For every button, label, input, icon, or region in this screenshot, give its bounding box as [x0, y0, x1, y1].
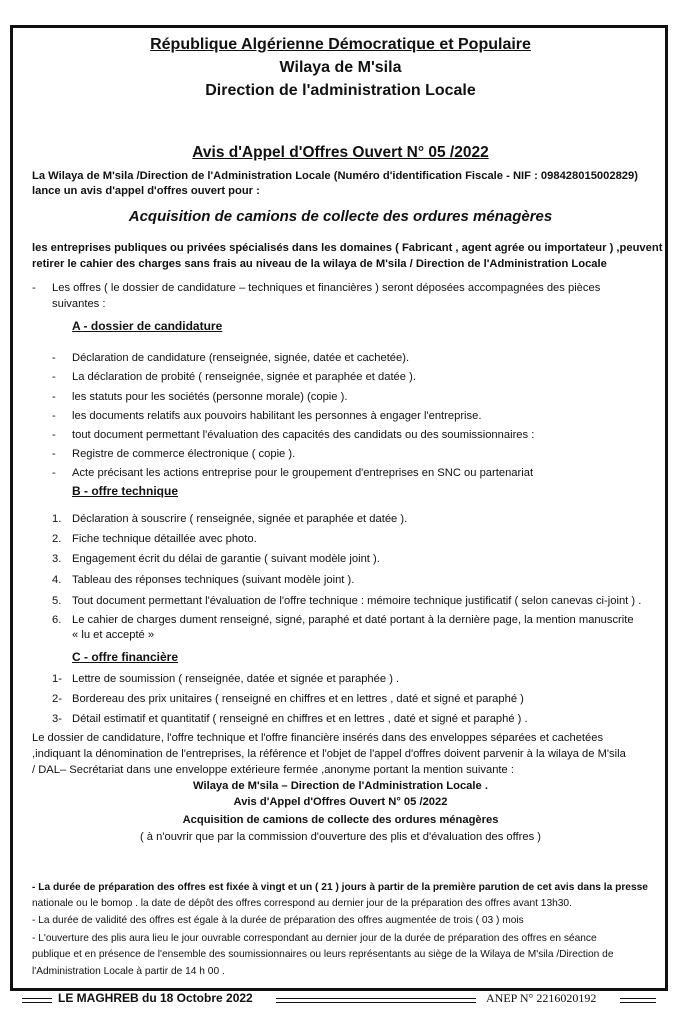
- section-a-item: les statuts pour les sociétés (personne morale) (copie ).: [72, 391, 348, 403]
- section-a-item: La déclaration de probité ( renseignée, signée et paraphée et datée ).: [72, 371, 416, 383]
- footer-anep: ANEP N° 2216020192: [486, 991, 597, 1005]
- note-3-line-3: l'Administration Locale à partir de 14 h 00 .: [32, 966, 225, 977]
- note-3-line-2: publique et en présence de l'ensemble des soumissionnaires ou leurs représentants au siège de la Wilaya de M'sila /Direction de: [32, 949, 614, 960]
- section-c-item-number: 2-: [52, 693, 62, 705]
- section-a-bullet: -: [52, 448, 56, 460]
- section-c-item-number: 3-: [52, 713, 62, 725]
- offers-bullet: -: [32, 282, 36, 294]
- intro-line-1: La Wilaya de M'sila /Direction de l'Administration Locale (Numéro d'identification Fiscale - NIF : 098428015002829): [32, 170, 638, 182]
- envelope-line-4: ( à n'ouvrir que par la commission d'ouverture des plis et d'évaluation des offres ): [139, 831, 542, 843]
- section-c-item: Bordereau des prix unitaires ( renseigné en chiffres et en lettres , daté et signé et paraphé ): [72, 693, 524, 705]
- note-3-line-1: - L'ouverture des plis aura lieu le jour ouvrable correspondant au dernier jour de la durée de préparation des offres en séance: [32, 933, 597, 944]
- section-a-bullet: -: [52, 467, 56, 479]
- section-b-item6-continuation: « lu et accepté »: [72, 629, 155, 641]
- avis-title: Avis d'Appel d'Offres Ouvert N° 05 /2022: [192, 144, 489, 161]
- offers-line-1: Les offres ( le dossier de candidature – techniques et financières ) seront déposées accompagnées des pièces: [52, 282, 601, 294]
- section-a-item: Déclaration de candidature (renseignée, signée, datée et cachetée).: [72, 352, 410, 364]
- section-a-item: Registre de commerce électronique ( copie ).: [72, 448, 296, 460]
- note-1-line-2: nationale ou le bomop . la date de dépôt des offres correspond au dernier jour de la préparation des offres avant 13h30.: [32, 898, 572, 909]
- section-a-item: tout document permettant l'évaluation des capacités des candidats ou des soumissionnaires :: [72, 429, 535, 441]
- section-b-item-number: 6.: [52, 614, 62, 626]
- section-a-item: les documents relatifs aux pouvoirs habilitant les personnes à engager l'entreprise.: [72, 410, 482, 422]
- section-b-item: Déclaration à souscrire ( renseignée, signée et paraphée et datée ).: [72, 513, 408, 525]
- section-c-title: C - offre financière: [72, 650, 179, 664]
- direction-heading: Direction de l'administration Locale: [205, 82, 476, 99]
- eligibility-line-2: retirer le cahier des charges sans frais au niveau de la wilaya de M'sila / Direction de l'Administration Locale: [32, 258, 607, 270]
- section-b-title: B - offre technique: [72, 484, 179, 498]
- section-b-item: Fiche technique détaillée avec photo.: [72, 533, 257, 545]
- section-a-item: Acte précisant les actions entreprise pour le groupement d'entreprises en SNC ou partenariat: [72, 467, 534, 479]
- section-b-item: Engagement écrit du délai de garantie ( suivant modèle joint ).: [72, 553, 380, 565]
- section-c-item: Lettre de soumission ( renseignée, datée et signée et paraphée ) .: [72, 673, 400, 685]
- footer-rule-middle: [276, 998, 476, 1003]
- envelope-line-2: Avis d'Appel d'Offres Ouvert N° 05 /2022: [233, 796, 448, 808]
- note-2: - La durée de validité des offres est égale à la durée de préparation des offres augmentée de trois ( 03 ) mois: [32, 915, 524, 926]
- section-b-item-number: 1.: [52, 513, 62, 525]
- subject-title: Acquisition de camions de collecte des ordures ménagères: [128, 208, 553, 225]
- republic-heading: République Algérienne Démocratique et Populaire: [150, 36, 531, 53]
- section-a-bullet: -: [52, 410, 56, 422]
- wilaya-heading: Wilaya de M'sila: [279, 59, 402, 76]
- section-a-title: A - dossier de candidature: [72, 319, 223, 333]
- offers-line-2: suivantes :: [52, 298, 106, 310]
- eligibility-line-1: les entreprises publiques ou privées spécialisés dans les domaines ( Fabricant , agent agrée ou importateur ) ,peuvent: [32, 242, 663, 254]
- section-a-bullet: -: [52, 352, 56, 364]
- section-a-bullet: -: [52, 429, 56, 441]
- section-b-item: Tout document permettant l'évaluation de l'offre technique : mémoire technique justificatif ( selon canevas ci-joint ) .: [72, 595, 642, 607]
- intro-line-2: lance un avis d'appel d'offres ouvert pour :: [32, 185, 260, 197]
- section-a-bullet: -: [52, 391, 56, 403]
- envelope-line-3: Acquisition de camions de collecte des ordures ménagères: [182, 814, 499, 826]
- footer-newspaper: LE MAGHREB du 18 Octobre 2022: [58, 991, 253, 1005]
- section-b-item-number: 3.: [52, 553, 62, 565]
- section-b-item-number: 5.: [52, 595, 62, 607]
- section-b-item-number: 2.: [52, 533, 62, 545]
- note-1-line-1: - La durée de préparation des offres est fixée à vingt et un ( 21 ) jours à partir de la première parution de cet avis dans la presse: [32, 882, 648, 893]
- section-b-item-number: 4.: [52, 574, 62, 586]
- footer-rule-left: [22, 998, 52, 1003]
- section-b-item: Tableau des réponses techniques (suivant modèle joint ).: [72, 574, 355, 586]
- section-c-item: Détail estimatif et quantitatif ( renseigné en chiffres et en lettres , daté et signé et paraphé ) .: [72, 713, 528, 725]
- deposit-line-3: / DAL– Secrétariat dans une enveloppe extérieure fermée ,anonyme portant la mention suivante :: [32, 764, 514, 776]
- section-c-item-number: 1-: [52, 673, 62, 685]
- section-a-bullet: -: [52, 371, 56, 383]
- section-b-item: Le cahier de charges dument renseigné, signé, paraphé et daté portant à la dernière page, la mention manuscrite: [72, 614, 634, 626]
- deposit-line-2: ,indiquant la dénomination de l'entreprises, la référence et l'objet de l'appel d'offres doivent parvenir à la wilaya de M'sila: [32, 748, 626, 760]
- footer-rule-right: [620, 998, 656, 1003]
- envelope-line-1: Wilaya de M'sila – Direction de l'Administration Locale .: [193, 780, 488, 792]
- deposit-line-1: Le dossier de candidature, l'offre technique et l'offre financière insérés dans des enveloppes séparées et cachetées: [32, 732, 604, 744]
